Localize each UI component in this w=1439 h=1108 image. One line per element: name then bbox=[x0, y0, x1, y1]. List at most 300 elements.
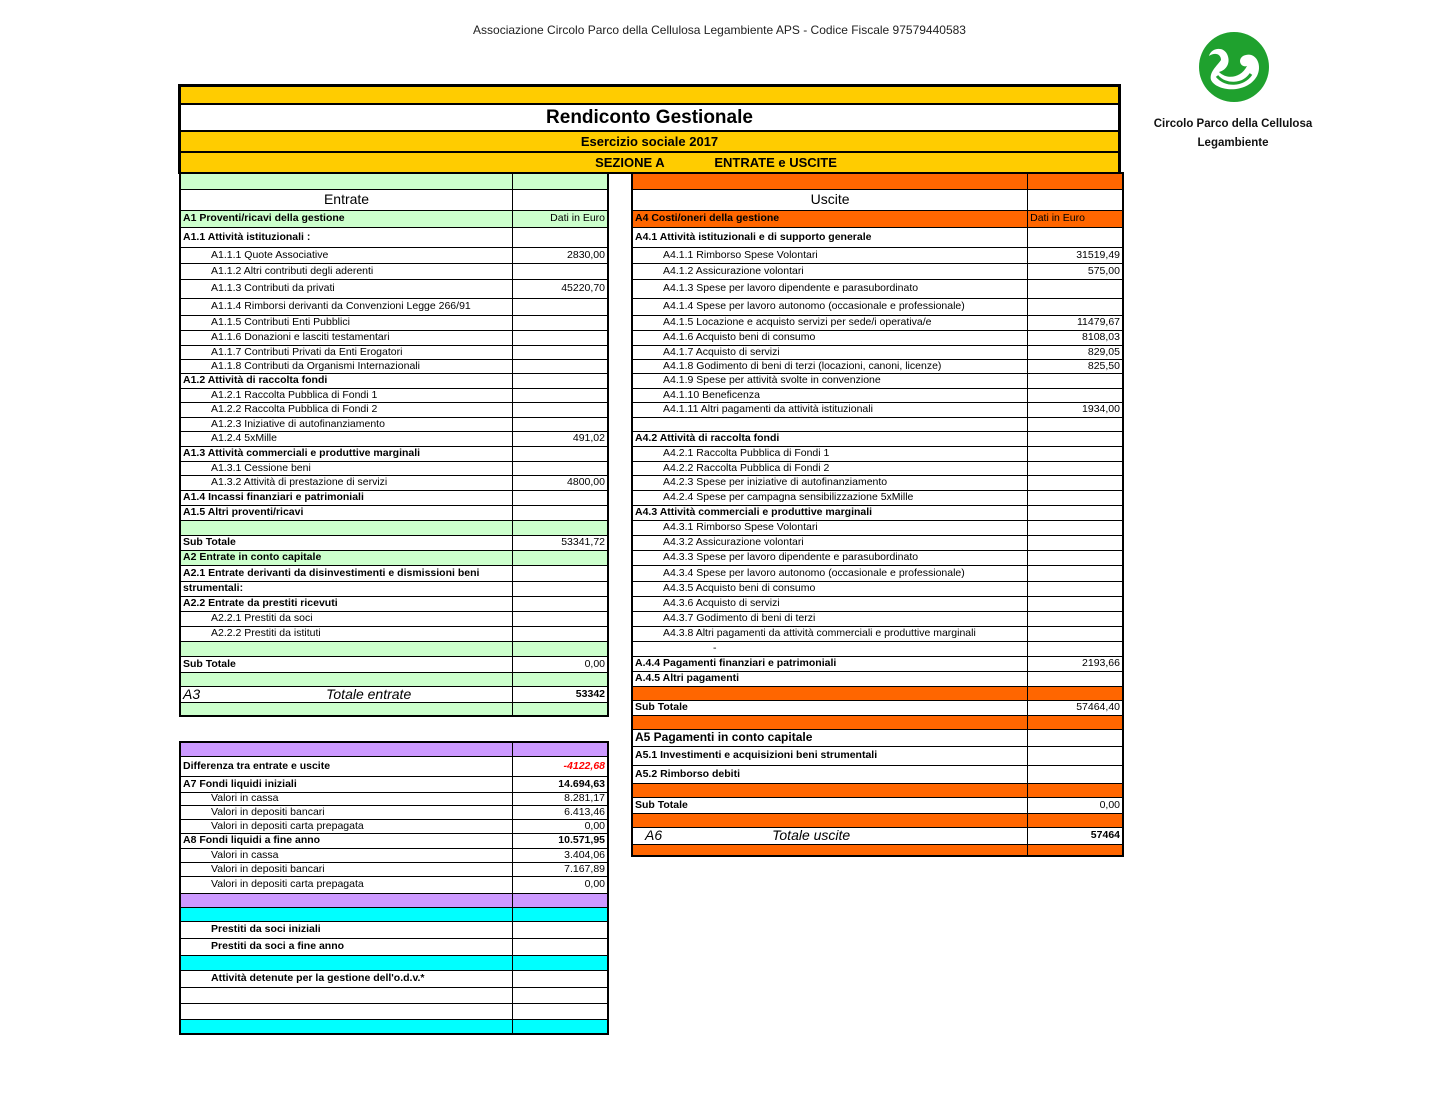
row-label bbox=[180, 520, 513, 535]
row-label: A1.1.2 Altri contributi degli aderenti bbox=[180, 263, 513, 279]
table-row bbox=[632, 596, 1123, 611]
table-row bbox=[180, 921, 608, 938]
row-value bbox=[513, 189, 608, 210]
row-label: A1.2 Attività di raccolta fondi bbox=[180, 373, 513, 388]
row-value: 575,00 bbox=[1028, 263, 1123, 279]
table-row bbox=[180, 596, 608, 611]
table-row bbox=[180, 955, 608, 970]
row-label: A1.1.4 Rimborsi derivanti da Convenzioni Legge 266/91 bbox=[180, 298, 513, 315]
row-label bbox=[632, 813, 1028, 827]
fiscal-year: Esercizio sociale 2017 bbox=[181, 132, 1118, 153]
row-value: 11479,67 bbox=[1028, 315, 1123, 330]
logo-line-2: Legambiente bbox=[1197, 137, 1269, 149]
row-label: A1.1.5 Contributi Enti Pubblici bbox=[180, 315, 513, 330]
entrate-table bbox=[179, 172, 609, 717]
table-row bbox=[180, 862, 608, 876]
row-label bbox=[180, 1003, 513, 1019]
row-label: Valori in depositi bancari bbox=[180, 862, 513, 876]
table-row bbox=[632, 373, 1123, 388]
row-label: A4.2.2 Raccolta Pubblica di Fondi 2 bbox=[632, 461, 1028, 475]
swan-logo-icon bbox=[1197, 30, 1271, 104]
table-row bbox=[180, 402, 608, 417]
row-label bbox=[632, 715, 1028, 729]
row-label: A1.4 Incassi finanziari e patrimoniali bbox=[180, 490, 513, 505]
row-value bbox=[513, 298, 608, 315]
table-row bbox=[632, 520, 1123, 535]
row-label: A4.3.5 Acquisto beni di consumo bbox=[632, 581, 1028, 596]
row-value bbox=[513, 1003, 608, 1019]
table-row bbox=[180, 345, 608, 359]
entrate-a1-header bbox=[180, 210, 608, 227]
row-value bbox=[1028, 189, 1123, 210]
row-value: 0,00 bbox=[1028, 797, 1123, 813]
table-row bbox=[180, 893, 608, 907]
table-row bbox=[632, 359, 1123, 373]
table-row bbox=[180, 535, 608, 550]
row-label: A4.1.8 Godimento di beni di terzi (locazioni, canoni, licenze) bbox=[632, 359, 1028, 373]
row-label: A2 Entrate in conto capitale bbox=[180, 550, 513, 565]
row-label: A4.3.8 Altri pagamenti da attività commerciali e produttive marginali bbox=[632, 626, 1028, 641]
row-label: A4.1.10 Beneficenza bbox=[632, 388, 1028, 402]
row-label bbox=[632, 173, 1028, 189]
row-value: 0,00 bbox=[513, 819, 608, 833]
row-value bbox=[513, 227, 608, 247]
row-label bbox=[180, 702, 513, 716]
row-label: A4.3.4 Spese per lavoro autonomo (occasionale e professionale) bbox=[632, 565, 1028, 581]
row-value bbox=[1028, 550, 1123, 565]
table-row bbox=[180, 475, 608, 490]
row-label: A1.1.8 Contributi da Organismi Internazionali bbox=[180, 359, 513, 373]
row-value: 53342 bbox=[513, 686, 608, 702]
uscite-a4-header bbox=[632, 210, 1123, 227]
uscite-bottom-band bbox=[632, 844, 1123, 856]
row-label: A.4.5 Altri pagamenti bbox=[632, 671, 1028, 686]
row-value bbox=[1028, 844, 1123, 856]
table-row bbox=[180, 756, 608, 776]
row-label bbox=[180, 173, 513, 189]
table-row bbox=[180, 819, 608, 833]
row-label: Valori in depositi carta prepagata bbox=[180, 819, 513, 833]
row-value bbox=[513, 1019, 608, 1034]
row-label: Differenza tra entrate e uscite bbox=[180, 756, 513, 776]
section-title: ENTRATE e USCITE bbox=[714, 155, 837, 170]
row-label: A2.2.1 Prestiti da soci bbox=[180, 611, 513, 626]
row-label: Valori in cassa bbox=[180, 792, 513, 805]
row-label: Prestiti da soci iniziali bbox=[180, 921, 513, 938]
row-label: A4.2 Attività di raccolta fondi bbox=[632, 431, 1028, 446]
uscite-top-band bbox=[632, 173, 1123, 189]
row-value: 14.694,63 bbox=[513, 776, 608, 792]
row-label: A4.1.3 Spese per lavoro dipendente e parasubordinato bbox=[632, 279, 1028, 298]
row-label: A.4.4 Pagamenti finanziari e patrimoniali bbox=[632, 656, 1028, 671]
row-label bbox=[180, 686, 513, 702]
row-value bbox=[1028, 173, 1123, 189]
table-row bbox=[632, 388, 1123, 402]
totale-entrate-label: Totale entrate bbox=[326, 686, 412, 702]
row-value bbox=[1028, 746, 1123, 765]
row-value bbox=[1028, 520, 1123, 535]
row-value bbox=[1028, 671, 1123, 686]
row-label: A4.3.3 Spese per lavoro dipendente e parasubordinato bbox=[632, 550, 1028, 565]
row-value bbox=[1028, 813, 1123, 827]
row-label: Sub Totale bbox=[180, 656, 513, 672]
row-label: A4.3 Attività commerciali e produttive marginali bbox=[632, 505, 1028, 520]
table-row bbox=[632, 765, 1123, 783]
table-row bbox=[180, 938, 608, 955]
row-label: A4.3.6 Acquisto di servizi bbox=[632, 596, 1028, 611]
table-row bbox=[632, 227, 1123, 247]
row-label: A4.1.9 Spese per attività svolte in convenzione bbox=[632, 373, 1028, 388]
row-label: A7 Fondi liquidi iniziali bbox=[180, 776, 513, 792]
row-value: 2193,66 bbox=[1028, 656, 1123, 671]
table-row bbox=[180, 565, 608, 581]
row-value bbox=[513, 263, 608, 279]
table-row bbox=[180, 505, 608, 520]
row-label: strumentali: bbox=[180, 581, 513, 596]
row-value bbox=[513, 921, 608, 938]
row-label: A1 Proventi/ricavi della gestione bbox=[180, 210, 513, 227]
row-value bbox=[513, 173, 608, 189]
row-label: A4.1.2 Assicurazione volontari bbox=[632, 263, 1028, 279]
row-label: A4.2.4 Spese per campagna sensibilizzazione 5xMille bbox=[632, 490, 1028, 505]
row-label: A1.5 Altri proventi/ricavi bbox=[180, 505, 513, 520]
table-row bbox=[180, 641, 608, 656]
row-label: A1.1 Attività istituzionali : bbox=[180, 227, 513, 247]
row-value bbox=[513, 388, 608, 402]
row-value bbox=[513, 550, 608, 565]
row-value bbox=[1028, 431, 1123, 446]
row-value bbox=[513, 970, 608, 987]
row-value bbox=[1028, 765, 1123, 783]
row-value bbox=[1028, 611, 1123, 626]
row-label: A5.1 Investimenti e acquisizioni beni strumentali bbox=[632, 746, 1028, 765]
table-row bbox=[632, 475, 1123, 490]
row-label: Valori in depositi bancari bbox=[180, 805, 513, 819]
row-label: A4.1.11 Altri pagamenti da attività istituzionali bbox=[632, 402, 1028, 417]
table-row bbox=[632, 298, 1123, 315]
row-value bbox=[1028, 715, 1123, 729]
row-label bbox=[632, 844, 1028, 856]
row-value bbox=[513, 955, 608, 970]
table-row bbox=[180, 1019, 608, 1034]
row-label: A1.3.1 Cessione beni bbox=[180, 461, 513, 475]
table-row bbox=[180, 279, 608, 298]
row-label: A2.1 Entrate derivanti da disinvestimenti e dismissioni beni bbox=[180, 565, 513, 581]
row-value bbox=[513, 611, 608, 626]
row-label: Valori in cassa bbox=[180, 848, 513, 862]
row-label: A2.2.2 Prestiti da istituti bbox=[180, 626, 513, 641]
row-label: A5.2 Rimborso debiti bbox=[632, 765, 1028, 783]
row-label: A4.1.1 Rimborso Spese Volontari bbox=[632, 247, 1028, 263]
table-row bbox=[180, 742, 608, 756]
row-label: A5 Pagamenti in conto capitale bbox=[632, 729, 1028, 746]
row-label: A1.1.3 Contributi da privati bbox=[180, 279, 513, 298]
row-label: A4.2.1 Raccolta Pubblica di Fondi 1 bbox=[632, 446, 1028, 461]
row-label: Prestiti da soci a fine anno bbox=[180, 938, 513, 955]
entrate-total-row bbox=[180, 686, 608, 702]
row-value bbox=[1028, 298, 1123, 315]
row-value bbox=[1028, 596, 1123, 611]
table-row bbox=[180, 1003, 608, 1019]
table-row bbox=[632, 279, 1123, 298]
row-value bbox=[513, 373, 608, 388]
row-value bbox=[513, 565, 608, 581]
table-row bbox=[632, 461, 1123, 475]
table-row bbox=[632, 263, 1123, 279]
row-label bbox=[632, 783, 1028, 797]
row-value: 57464 bbox=[1028, 827, 1123, 844]
row-value bbox=[513, 907, 608, 921]
row-value: 4800,00 bbox=[513, 475, 608, 490]
logo-caption bbox=[1133, 115, 1333, 153]
row-label: A1.3 Attività commerciali e produttive marginali bbox=[180, 446, 513, 461]
table-row bbox=[180, 907, 608, 921]
table-row bbox=[180, 987, 608, 1003]
table-row bbox=[632, 626, 1123, 641]
row-label bbox=[632, 417, 1028, 431]
table-row bbox=[632, 345, 1123, 359]
table-row bbox=[180, 792, 608, 805]
table-row bbox=[180, 247, 608, 263]
row-value bbox=[513, 581, 608, 596]
row-value: 8.281,17 bbox=[513, 792, 608, 805]
row-value: 6.413,46 bbox=[513, 805, 608, 819]
table-row bbox=[632, 581, 1123, 596]
table-row bbox=[632, 686, 1123, 700]
row-label: A1.1.1 Quote Associative bbox=[180, 247, 513, 263]
row-label: A1.3.2 Attività di prestazione di servizi bbox=[180, 475, 513, 490]
table-row bbox=[632, 417, 1123, 431]
row-value: 10.571,95 bbox=[513, 833, 608, 848]
page-title: Rendiconto Gestionale bbox=[181, 105, 1118, 132]
row-value bbox=[1028, 490, 1123, 505]
table-row bbox=[632, 641, 1123, 656]
row-value bbox=[1028, 505, 1123, 520]
row-label: A1.2.1 Raccolta Pubblica di Fondi 1 bbox=[180, 388, 513, 402]
row-value bbox=[513, 987, 608, 1003]
fondi-table bbox=[179, 741, 609, 1035]
table-row bbox=[180, 417, 608, 431]
row-label: A1.1.6 Donazioni e lasciti testamentari bbox=[180, 330, 513, 345]
row-value: 45220,70 bbox=[513, 279, 608, 298]
row-label: A1.1.7 Contributi Privati da Enti Erogatori bbox=[180, 345, 513, 359]
uscite-heading bbox=[632, 189, 1123, 210]
table-row bbox=[632, 565, 1123, 581]
row-value: 8108,03 bbox=[1028, 330, 1123, 345]
table-row bbox=[180, 656, 608, 672]
row-label: Entrate bbox=[180, 189, 513, 210]
row-value: 7.167,89 bbox=[513, 862, 608, 876]
table-row bbox=[180, 550, 608, 565]
logo-line-1: Circolo Parco della Cellulosa bbox=[1153, 118, 1313, 130]
row-value: Dati in Euro bbox=[513, 210, 608, 227]
title-top-bar bbox=[181, 87, 1118, 105]
row-value: 0,00 bbox=[513, 876, 608, 893]
row-value: 1934,00 bbox=[1028, 402, 1123, 417]
row-value bbox=[1028, 446, 1123, 461]
row-value bbox=[513, 345, 608, 359]
row-value bbox=[1028, 417, 1123, 431]
row-value: 825,50 bbox=[1028, 359, 1123, 373]
row-label bbox=[180, 641, 513, 656]
row-value bbox=[513, 490, 608, 505]
table-row bbox=[180, 298, 608, 315]
row-value bbox=[1028, 783, 1123, 797]
table-row bbox=[632, 490, 1123, 505]
row-label bbox=[632, 827, 1028, 844]
row-label: A8 Fondi liquidi a fine anno bbox=[180, 833, 513, 848]
table-row bbox=[632, 550, 1123, 565]
row-value bbox=[513, 417, 608, 431]
section-code: SEZIONE A bbox=[595, 155, 665, 170]
row-value: 0,00 bbox=[513, 656, 608, 672]
row-value: 3.404,06 bbox=[513, 848, 608, 862]
row-label bbox=[180, 907, 513, 921]
table-row bbox=[632, 315, 1123, 330]
row-label: A4.1 Attività istituzionali e di supporto generale bbox=[632, 227, 1028, 247]
row-value bbox=[513, 315, 608, 330]
row-value bbox=[513, 938, 608, 955]
table-row bbox=[180, 876, 608, 893]
table-row bbox=[180, 672, 608, 686]
row-value bbox=[1028, 227, 1123, 247]
table-row bbox=[632, 535, 1123, 550]
row-label: Sub Totale bbox=[632, 700, 1028, 715]
table-row bbox=[180, 373, 608, 388]
row-value bbox=[1028, 641, 1123, 656]
table-row bbox=[180, 461, 608, 475]
table-row bbox=[632, 247, 1123, 263]
row-value bbox=[1028, 461, 1123, 475]
row-label: A4.1.6 Acquisto beni di consumo bbox=[632, 330, 1028, 345]
table-row bbox=[180, 805, 608, 819]
table-row bbox=[632, 402, 1123, 417]
entrate-top-band bbox=[180, 173, 608, 189]
table-row bbox=[180, 611, 608, 626]
row-label: A4.2.3 Spese per iniziative di autofinanziamento bbox=[632, 475, 1028, 490]
row-value bbox=[513, 359, 608, 373]
document-header: Associazione Circolo Parco della Cellulosa Legambiente APS - Codice Fiscale 97579440583 bbox=[473, 23, 966, 37]
table-row bbox=[180, 970, 608, 987]
table-row bbox=[632, 813, 1123, 827]
table-row bbox=[632, 446, 1123, 461]
row-label: A2.2 Entrate da prestiti ricevuti bbox=[180, 596, 513, 611]
row-value bbox=[513, 446, 608, 461]
row-label bbox=[180, 987, 513, 1003]
row-label: Valori in depositi carta prepagata bbox=[180, 876, 513, 893]
table-row bbox=[180, 626, 608, 641]
row-label: A4.3.7 Godimento di beni di terzi bbox=[632, 611, 1028, 626]
table-row bbox=[632, 505, 1123, 520]
entrate-heading bbox=[180, 189, 608, 210]
table-row bbox=[632, 797, 1123, 813]
row-value bbox=[513, 626, 608, 641]
uscite-table bbox=[631, 172, 1124, 857]
row-label: A1.2.4 5xMille bbox=[180, 431, 513, 446]
row-label: Uscite bbox=[632, 189, 1028, 210]
table-row bbox=[632, 783, 1123, 797]
table-row bbox=[180, 446, 608, 461]
entrate-bottom-band bbox=[180, 702, 608, 716]
row-label: A4 Costi/oneri della gestione bbox=[632, 210, 1028, 227]
totale-entrate-code: A3 bbox=[183, 686, 201, 702]
row-label bbox=[180, 672, 513, 686]
row-value bbox=[513, 330, 608, 345]
row-label: - bbox=[632, 641, 1028, 656]
row-value: 31519,49 bbox=[1028, 247, 1123, 263]
row-label bbox=[180, 742, 513, 756]
row-value bbox=[513, 402, 608, 417]
table-row bbox=[180, 833, 608, 848]
row-label: Sub Totale bbox=[632, 797, 1028, 813]
row-label bbox=[632, 686, 1028, 700]
row-label: A4.3.2 Assicurazione volontari bbox=[632, 535, 1028, 550]
totale-uscite-code: A6 bbox=[645, 827, 663, 843]
row-value bbox=[1028, 581, 1123, 596]
row-value bbox=[1028, 686, 1123, 700]
table-row bbox=[180, 359, 608, 373]
row-value bbox=[1028, 626, 1123, 641]
table-row bbox=[632, 671, 1123, 686]
table-row bbox=[180, 263, 608, 279]
row-label: A4.3.1 Rimborso Spese Volontari bbox=[632, 520, 1028, 535]
row-label bbox=[180, 893, 513, 907]
row-value: -4122,68 bbox=[513, 756, 608, 776]
table-row bbox=[632, 656, 1123, 671]
title-block bbox=[178, 84, 1121, 174]
table-row bbox=[180, 330, 608, 345]
row-label: A1.2.3 Iniziative di autofinanziamento bbox=[180, 417, 513, 431]
table-row bbox=[180, 315, 608, 330]
table-row bbox=[632, 746, 1123, 765]
row-value bbox=[513, 893, 608, 907]
table-row bbox=[180, 776, 608, 792]
row-label bbox=[180, 1019, 513, 1034]
row-value bbox=[513, 505, 608, 520]
row-value bbox=[1028, 565, 1123, 581]
row-value bbox=[513, 672, 608, 686]
row-value: 53341,72 bbox=[513, 535, 608, 550]
row-label: A4.1.5 Locazione e acquisto servizi per sede/i operativa/e bbox=[632, 315, 1028, 330]
table-row bbox=[180, 848, 608, 862]
row-label bbox=[180, 955, 513, 970]
table-row bbox=[632, 715, 1123, 729]
table-row bbox=[632, 431, 1123, 446]
row-value bbox=[513, 641, 608, 656]
row-value bbox=[1028, 373, 1123, 388]
table-row bbox=[180, 581, 608, 596]
row-value bbox=[1028, 729, 1123, 746]
row-value bbox=[513, 461, 608, 475]
table-row bbox=[180, 388, 608, 402]
table-row bbox=[180, 520, 608, 535]
row-value bbox=[513, 520, 608, 535]
row-value bbox=[1028, 279, 1123, 298]
row-value: 491,02 bbox=[513, 431, 608, 446]
row-value bbox=[1028, 475, 1123, 490]
table-row bbox=[632, 611, 1123, 626]
row-value: 829,05 bbox=[1028, 345, 1123, 359]
row-label: A4.1.7 Acquisto di servizi bbox=[632, 345, 1028, 359]
row-value: 57464,40 bbox=[1028, 700, 1123, 715]
section-bar bbox=[181, 153, 1118, 174]
totale-uscite-label: Totale uscite bbox=[772, 827, 851, 843]
row-value bbox=[513, 702, 608, 716]
table-row bbox=[632, 700, 1123, 715]
row-label: A1.2.2 Raccolta Pubblica di Fondi 2 bbox=[180, 402, 513, 417]
uscite-total-row bbox=[632, 827, 1123, 844]
row-value bbox=[1028, 535, 1123, 550]
